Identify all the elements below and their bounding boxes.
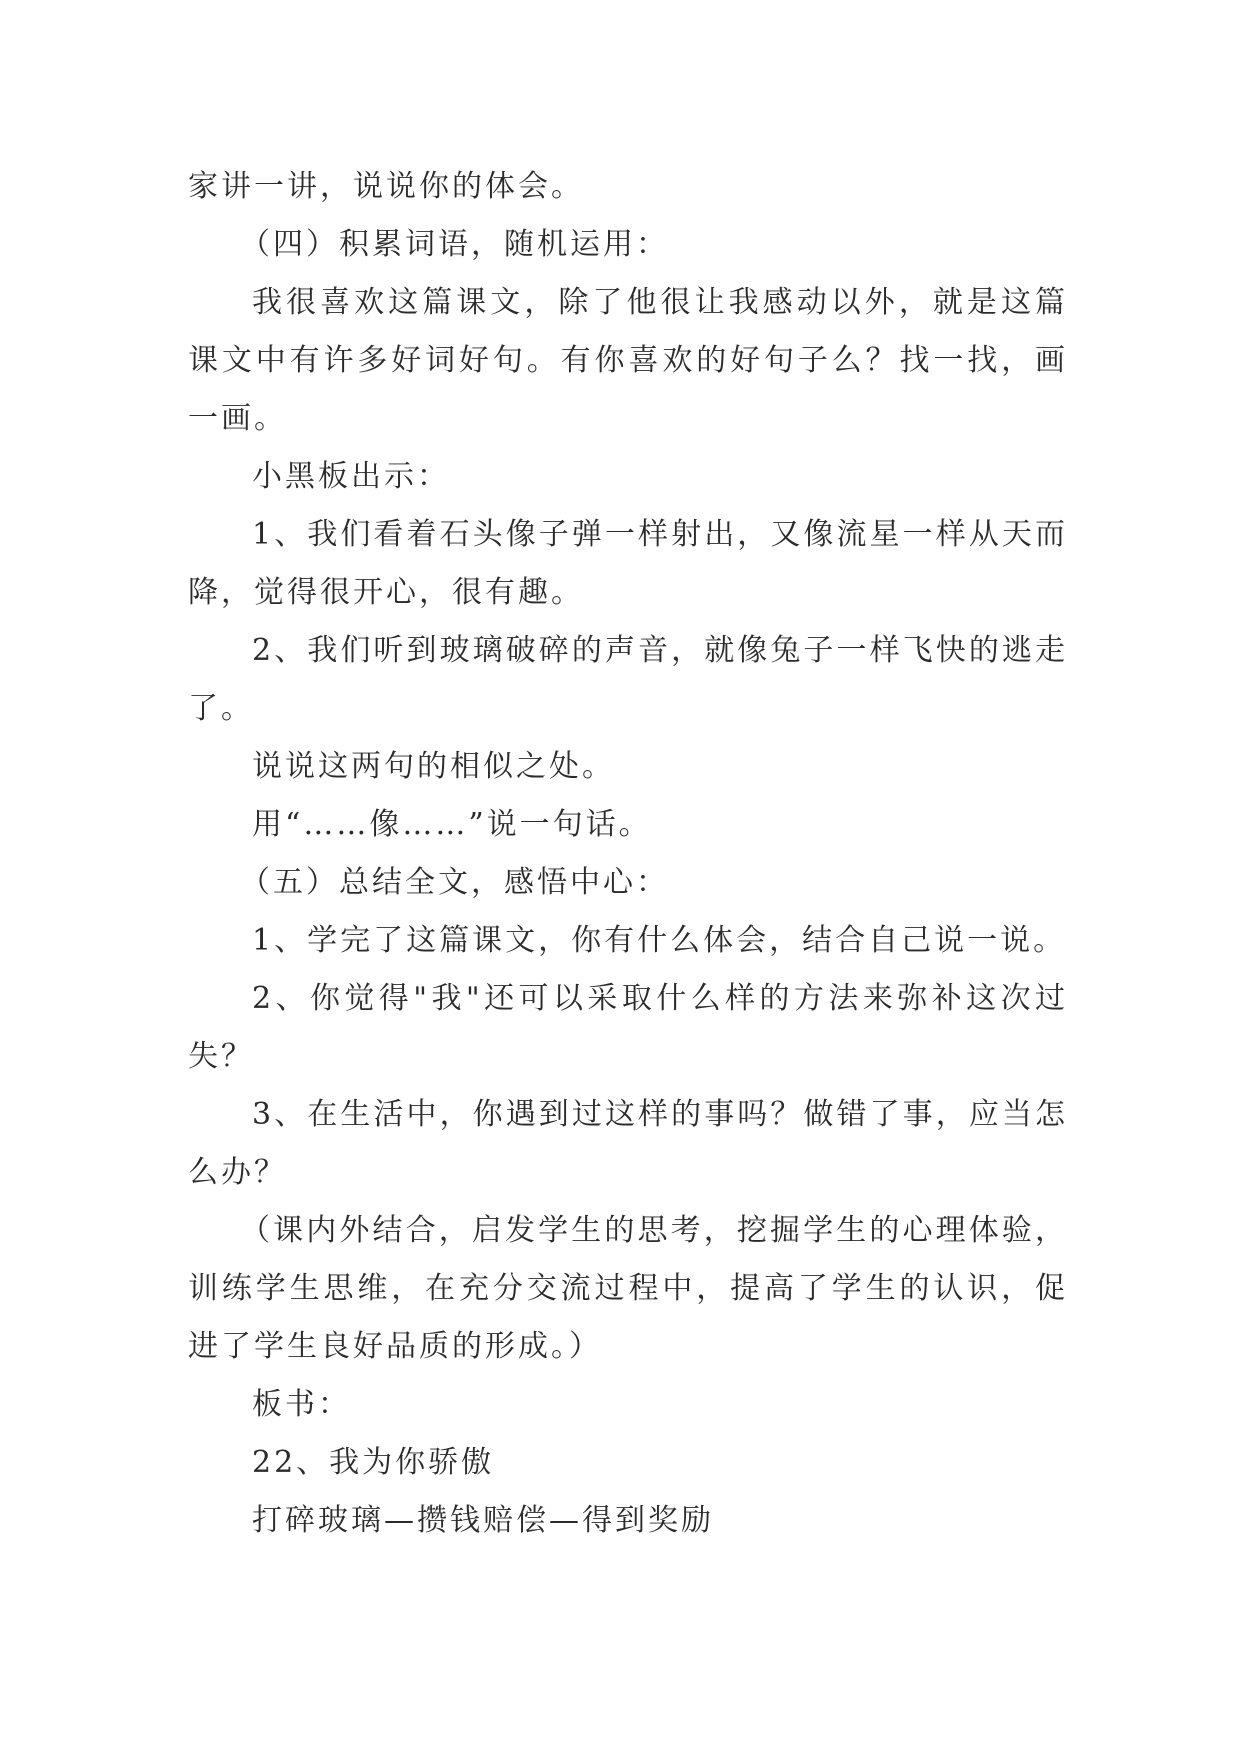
- instruction-compare: 说说这两句的相似之处。: [252, 749, 615, 784]
- board-writing-flow: 打碎玻璃—攒钱赔偿—得到奖励: [252, 1503, 714, 1538]
- example-sentence-1: 1、我们看着石头像子弹一样射出，又像流星一样从天而降，觉得很开心，很有趣。: [188, 517, 1068, 610]
- section-heading-4: （四）积累词语，随机运用：: [240, 227, 669, 262]
- section-heading-5: （五）总结全文，感悟中心：: [240, 865, 669, 900]
- document-body: [188, 158, 1068, 1550]
- instruction-make-sentence: 用“……像……”说一句话。: [252, 807, 652, 842]
- blackboard-label: 小黑板出示：: [252, 459, 450, 494]
- paragraph-continuation: 家讲一讲，说说你的体会。: [188, 169, 584, 204]
- teaching-note: （课内外结合，启发学生的思考，挖掘学生的心理体验，训练学生思维，在充分交流过程中，提高了学生的认识，促进了学生良好品质的形成。）: [188, 1213, 1068, 1364]
- example-sentence-2: 2、我们听到玻璃破碎的声音，就像兔子一样飞快的逃走了。: [188, 633, 1068, 726]
- question-3: 3、在生活中，你遇到过这样的事吗？做错了事，应当怎么办？: [188, 1097, 1068, 1190]
- question-2: 2、你觉得"我"还可以采取什么样的方法来弥补这次过失？: [188, 981, 1068, 1074]
- board-writing-title: 22、我为你骄傲: [252, 1445, 495, 1480]
- question-1: 1、学完了这篇课文，你有什么体会，结合自己说一说。: [252, 923, 1067, 958]
- board-writing-label: 板书：: [252, 1387, 351, 1422]
- paragraph-intro: 我很喜欢这篇课文，除了他很让我感动以外，就是这篇课文中有许多好词好句。有你喜欢的好句子么？找一找，画一画。: [188, 285, 1068, 436]
